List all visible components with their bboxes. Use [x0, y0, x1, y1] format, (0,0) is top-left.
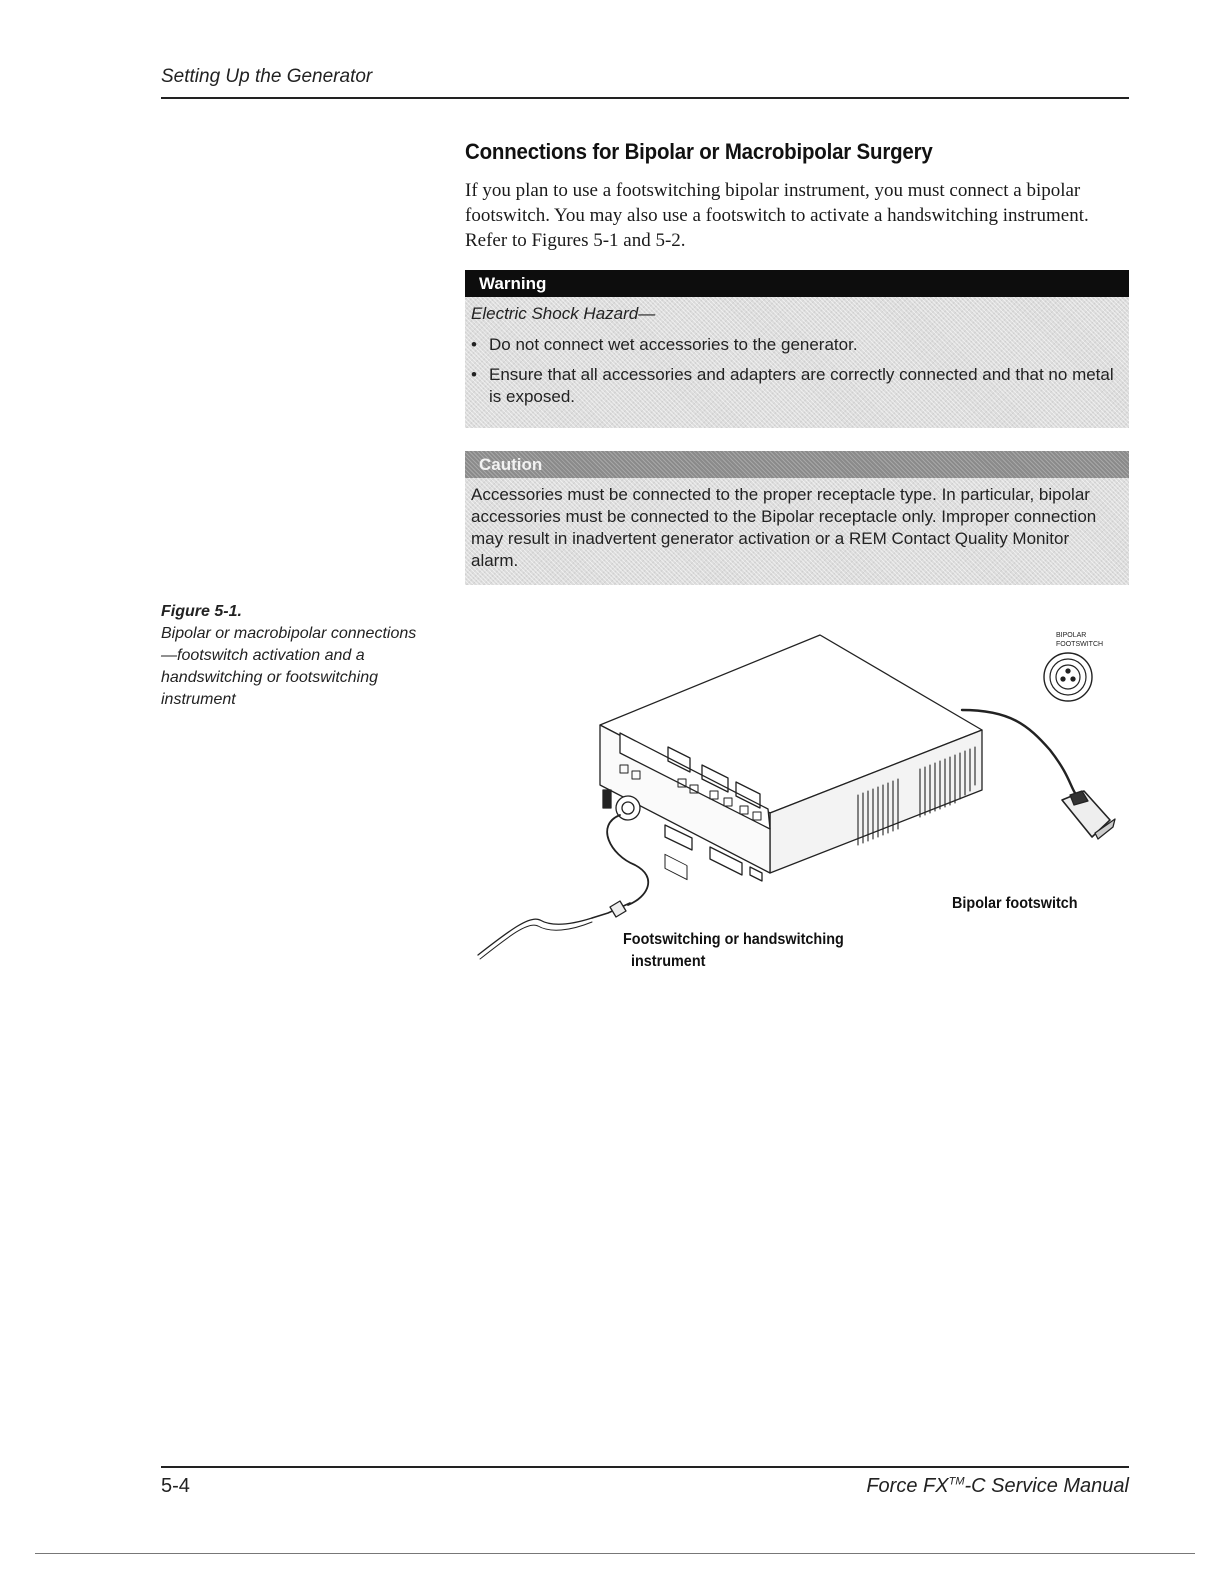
rem-receptacle: [750, 867, 762, 881]
footer-rule: [161, 1466, 1129, 1468]
warning-item-text: Ensure that all accessories and adapters are correctly connected and that no metal is exposed.: [489, 365, 1114, 406]
warning-item: [471, 364, 1121, 408]
running-header: Setting Up the Generator: [161, 66, 373, 87]
warning-item: [471, 334, 1121, 356]
warning-box: [465, 270, 1129, 428]
receptacle-label: BIPOLAR: [1056, 632, 1087, 639]
footswitch-pedal: [1062, 791, 1115, 839]
manual-title: [866, 1475, 1129, 1498]
bullet-icon: •: [471, 365, 477, 384]
caution-label: Caution: [465, 451, 1129, 478]
caution-body: Accessories must be connected to the proper receptacle type. In particular, bipolar accessories must be connected to the Bipolar receptacle only. Improper connection may result in inadvertent generator activation or a REM Contact Quality Monitor alarm.: [471, 485, 1097, 570]
power-switch: [603, 790, 611, 808]
warning-body: [465, 297, 1129, 408]
footswitch-receptacle-icon: [1044, 653, 1092, 701]
header-rule: [161, 97, 1129, 99]
generator-connection-figure: [470, 615, 1130, 985]
trademark-mark: TM: [948, 1475, 965, 1488]
manual-title-text: Force FX: [866, 1475, 949, 1497]
instrument-label: Footswitching or handswitching: [623, 931, 844, 948]
warning-hazard: Electric Shock Hazard—: [471, 304, 656, 323]
display-window: [665, 854, 687, 879]
manual-title-suffix: -C Service Manual: [964, 1475, 1129, 1497]
section-title: Connections for Bipolar or Macrobipolar Surgery: [465, 139, 933, 164]
figure-caption-text: Bipolar or macrobipolar connections—footswitch activation and a handswitching or footswitching instrument: [161, 625, 417, 708]
footswitch-label: Bipolar footswitch: [952, 895, 1078, 912]
bipolar-instrument: [478, 901, 630, 959]
warning-label: Warning: [465, 270, 1129, 297]
page-number: 5-4: [161, 1475, 190, 1497]
instrument-cable: [607, 815, 648, 905]
instrument-label: instrument: [631, 953, 706, 970]
caution-box: [465, 451, 1129, 585]
intro-paragraph: If you plan to use a footswitching bipolar instrument, you must connect a bipolar footswitch. You may also use a footswitch to activate a handswitching instrument. Refer to Figures 5-1 and 5-2.: [465, 180, 1089, 251]
warning-item-text: Do not connect wet accessories to the generator.: [489, 335, 858, 354]
scan-edge-line: [35, 1553, 1195, 1554]
bipolar-receptacle: [616, 796, 640, 820]
figure-number: Figure 5-1.: [161, 603, 242, 620]
figure-caption: [161, 601, 431, 711]
receptacle-label: FOOTSWITCH: [1056, 641, 1104, 648]
bullet-icon: •: [471, 335, 477, 354]
